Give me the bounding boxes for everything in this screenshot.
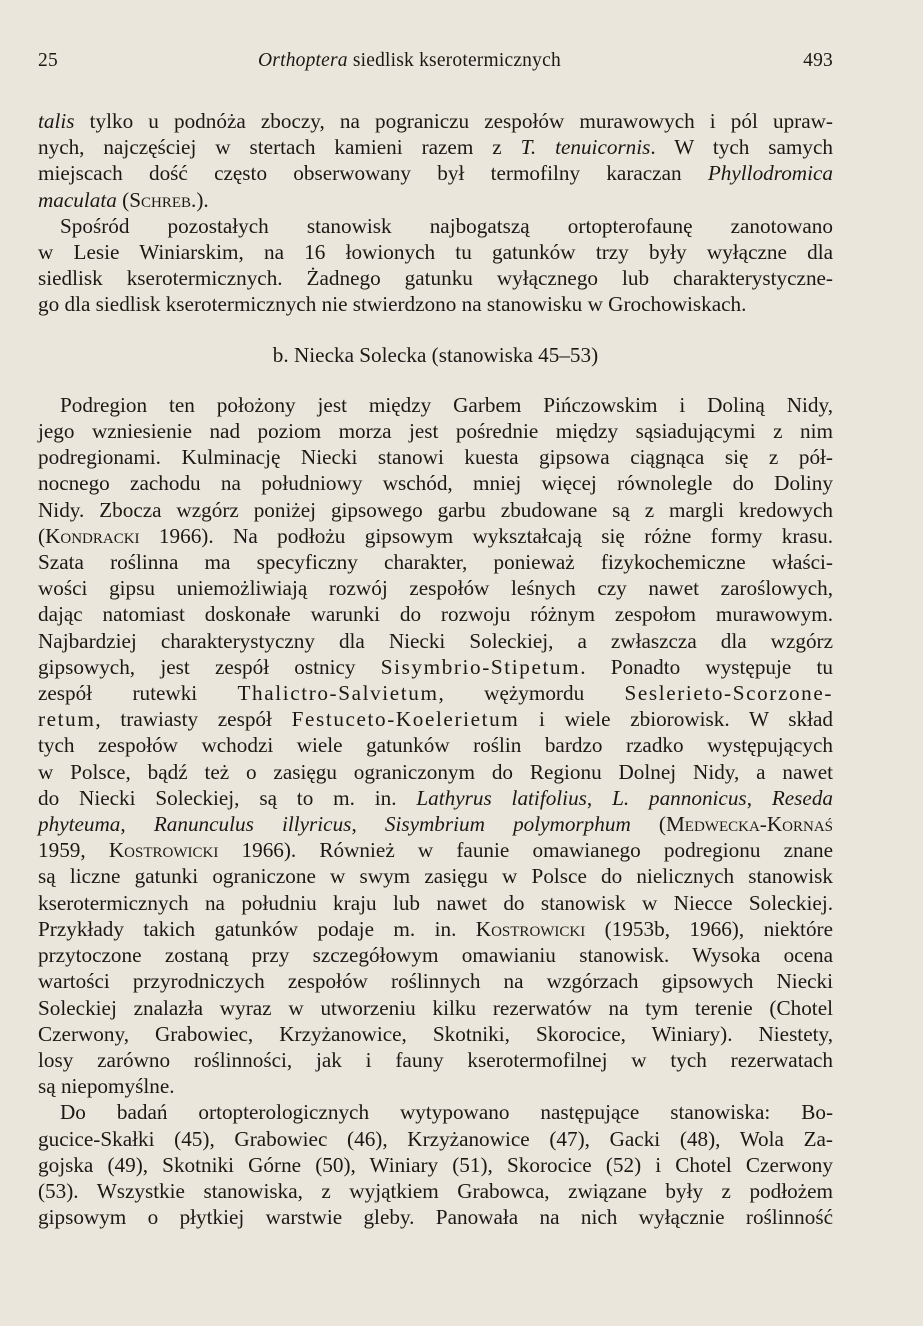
text-span: 1966). Również w faunie omawianego podregionu znane [218,838,833,863]
text-span: 1959, [38,838,109,863]
text-line: kserotermicznych na południu kraju lub nawet do stanowisk w Niecce Soleckiej. [38,890,833,915]
text-line [38,523,833,549]
text-span: zespół rutewki [38,681,238,706]
text-line [38,837,833,863]
text-span: tylko u podnóża zboczy, na pograniczu zespołów murawowych i pól upraw- [74,109,833,133]
author-name: Schreb [129,187,192,212]
text-line [38,680,833,706]
taxon-name: Sisymbrium polymorphum [384,812,631,837]
text-line [38,916,833,942]
text-span: ( [630,812,666,837]
text-line: Do badań ortopterologicznych wytypowano następujące stanowiska: Bo- [60,1100,833,1125]
text-line [38,785,833,811]
taxon-name: Phyllodromica [707,161,833,186]
paragraph-2 [38,213,833,318]
text-line: Spośród pozostałych stanowisk najbogatszą ortopterofaunę zanotowano [60,213,833,238]
running-head [38,50,833,84]
text-span: , [746,785,772,810]
text-span: gipsowych, jest zespół ostnicy [38,654,381,679]
association-name: Festuceto-Koelerietum [291,707,520,732]
text-span: , [351,812,385,837]
text-line [38,187,833,213]
taxon-name: phyteuma [38,812,121,837]
text-line [38,108,833,134]
text-span: , [120,812,154,837]
running-title-rest: siedlisk kserotermicznych [347,50,561,71]
author-name: Kostrowicki [108,838,219,863]
taxon-name: Lathyrus latifolius [416,785,587,810]
text-span: ( [38,523,46,548]
text-line: Czerwony, Grabowiec, Krzyżanowice, Skotniki, Skorocice, Winiary). Niestety, [38,1021,833,1046]
text-line: są liczne gatunki ograniczone w swym zasięgu w Polsce do nielicznych stanowisk [38,864,833,889]
text-line: gipsowym o płytkiej warstwie gleby. Panowała na nich wyłącznie roślinność [38,1205,833,1230]
text-line [38,160,833,186]
text-line: Szata roślinna ma specyficzny charakter, ponieważ fizykochemiczne właści- [38,550,833,575]
text-span: , [586,785,613,810]
text-line: Najbardziej charakterystyczny dla Niecki Soleckiej, a zwłaszcza dla wzgórz [38,628,833,653]
taxon-name: maculata [38,187,117,212]
body-text [38,108,833,1230]
text-line: wartości przyrodniczych zespołów roślinnych na wzgórzach gipsowych Niecki [38,969,833,994]
page-number-left: 25 [38,50,58,71]
text-line: dając natomiast doskonałe warunki do rozwoju różnym zespołom murawowym. [38,602,833,627]
text-span: i wiele zbiorowisk. W skład [519,707,833,732]
association-name: Sisymbrio-Stipetum [380,654,581,679]
running-title [258,50,561,72]
paragraph-3 [38,392,833,1099]
author-name: Medwecka-Kornaś [665,812,833,837]
text-span: miejscach dość często obserwowany był termofilny karaczan [38,161,708,186]
text-span: 1966). Na podłożu gipsowym wykształcają się różne formy krasu. [139,523,833,548]
text-line: wości gipsu uniemożliwiają rozwój zespołów leśnych czy nawet zaroślowych, [38,576,833,601]
text-line: jego wzniesienie nad poziom morza jest pośrednie między sąsiadującymi z nim [38,419,833,444]
taxon-name: talis [38,109,75,133]
section-heading: b. Niecka Solecka (stanowiska 45–53) [272,342,599,367]
text-line: losy zarówno roślinności, jak i fauny kserotermofilnej w tych rezerwatach [38,1047,833,1072]
text-line: Soleckiej znalazła wyraz w utworzeniu kilku rezerwatów na tym terenie (Chotel [38,995,833,1020]
paragraph-1 [38,108,833,213]
page-number-right: 493 [803,50,833,71]
text-span: (1953b, 1966), niektóre [585,916,833,941]
text-line: gucice-Skałki (45), Grabowiec (46), Krzyżanowice (47), Gacki (48), Wola Za- [38,1126,833,1151]
text-span: . Ponadto występuje tu [580,654,833,679]
text-span: .). [191,187,209,212]
text-line: go dla siedlisk kserotermicznych nie stwierdzono na stanowisku w Grochowiskach. [38,292,747,317]
text-line: w Polsce, bądź też o zasięgu ograniczonym do Regionu Dolnej Nidy, a nawet [38,759,833,784]
text-span: , trawiasty zespół [95,707,292,732]
text-span: Przykłady takich gatunków podaje m. in. [38,916,476,941]
text-line [38,654,833,680]
taxon-name: T. tenuicornis [520,135,651,160]
text-line: gojska (49), Skotniki Górne (50), Winiary (51), Skorocice (52) i Chotel Czerwony [38,1152,833,1177]
association-name: retum [38,707,96,732]
text-span: . W tych samych [650,135,833,160]
taxon-name: L. pannonicus [612,785,747,810]
taxon-name: Reseda [771,785,834,810]
text-line: Nidy. Zbocza wzgórz poniżej gipsowego garbu zbudowane są z margli kredowych [38,497,833,522]
running-title-italic: Orthoptera [258,50,348,71]
text-line [38,811,833,837]
text-span: , wężymordu [438,681,625,706]
text-line: przytoczone zostaną przy szczegółowym omawianiu stanowisk. Wysoka ocena [38,943,833,968]
text-line: (53). Wszystkie stanowiska, z wyjątkiem Grabowca, związane były z podłożem [38,1178,833,1203]
author-name: Kostrowicki [475,916,586,941]
text-line: w Lesie Winiarskim, na 16 łowionych tu gatunków trzy były wyłączne dla [38,240,833,265]
taxon-name: Ranunculus illyricus [153,812,352,837]
association-name: Seslerieto-Scorzone- [624,681,833,706]
text-span: nych, najczęściej w stertach kamieni razem z [38,135,521,160]
text-span: do Niecki Soleckiej, są to m. in. [38,785,417,810]
text-line [38,134,833,160]
text-line: siedlisk kserotermicznych. Żadnego gatunku wyłącznego lub charakterystyczne- [38,266,833,291]
text-line: Podregion ten położony jest między Garbem Pińczowskim i Doliną Nidy, [60,392,833,417]
text-line: podregionami. Kulminację Niecki stanowi kuesta gipsowa ciągnąca się z pół- [38,445,833,470]
association-name: Thalictro-Salvietum [237,681,439,706]
paragraph-4 [38,1099,833,1230]
text-line [38,706,833,732]
text-span: ( [116,187,130,212]
author-name: Kondracki [45,523,140,548]
text-line: tych zespołów wchodzi wiele gatunków roślin bardzo rzadko występujących [38,733,833,758]
text-line: nocnego zachodu na południowy wschód, mniej więcej równolegle do Doliny [38,471,833,496]
text-line: są niepomyślne. [38,1074,175,1099]
